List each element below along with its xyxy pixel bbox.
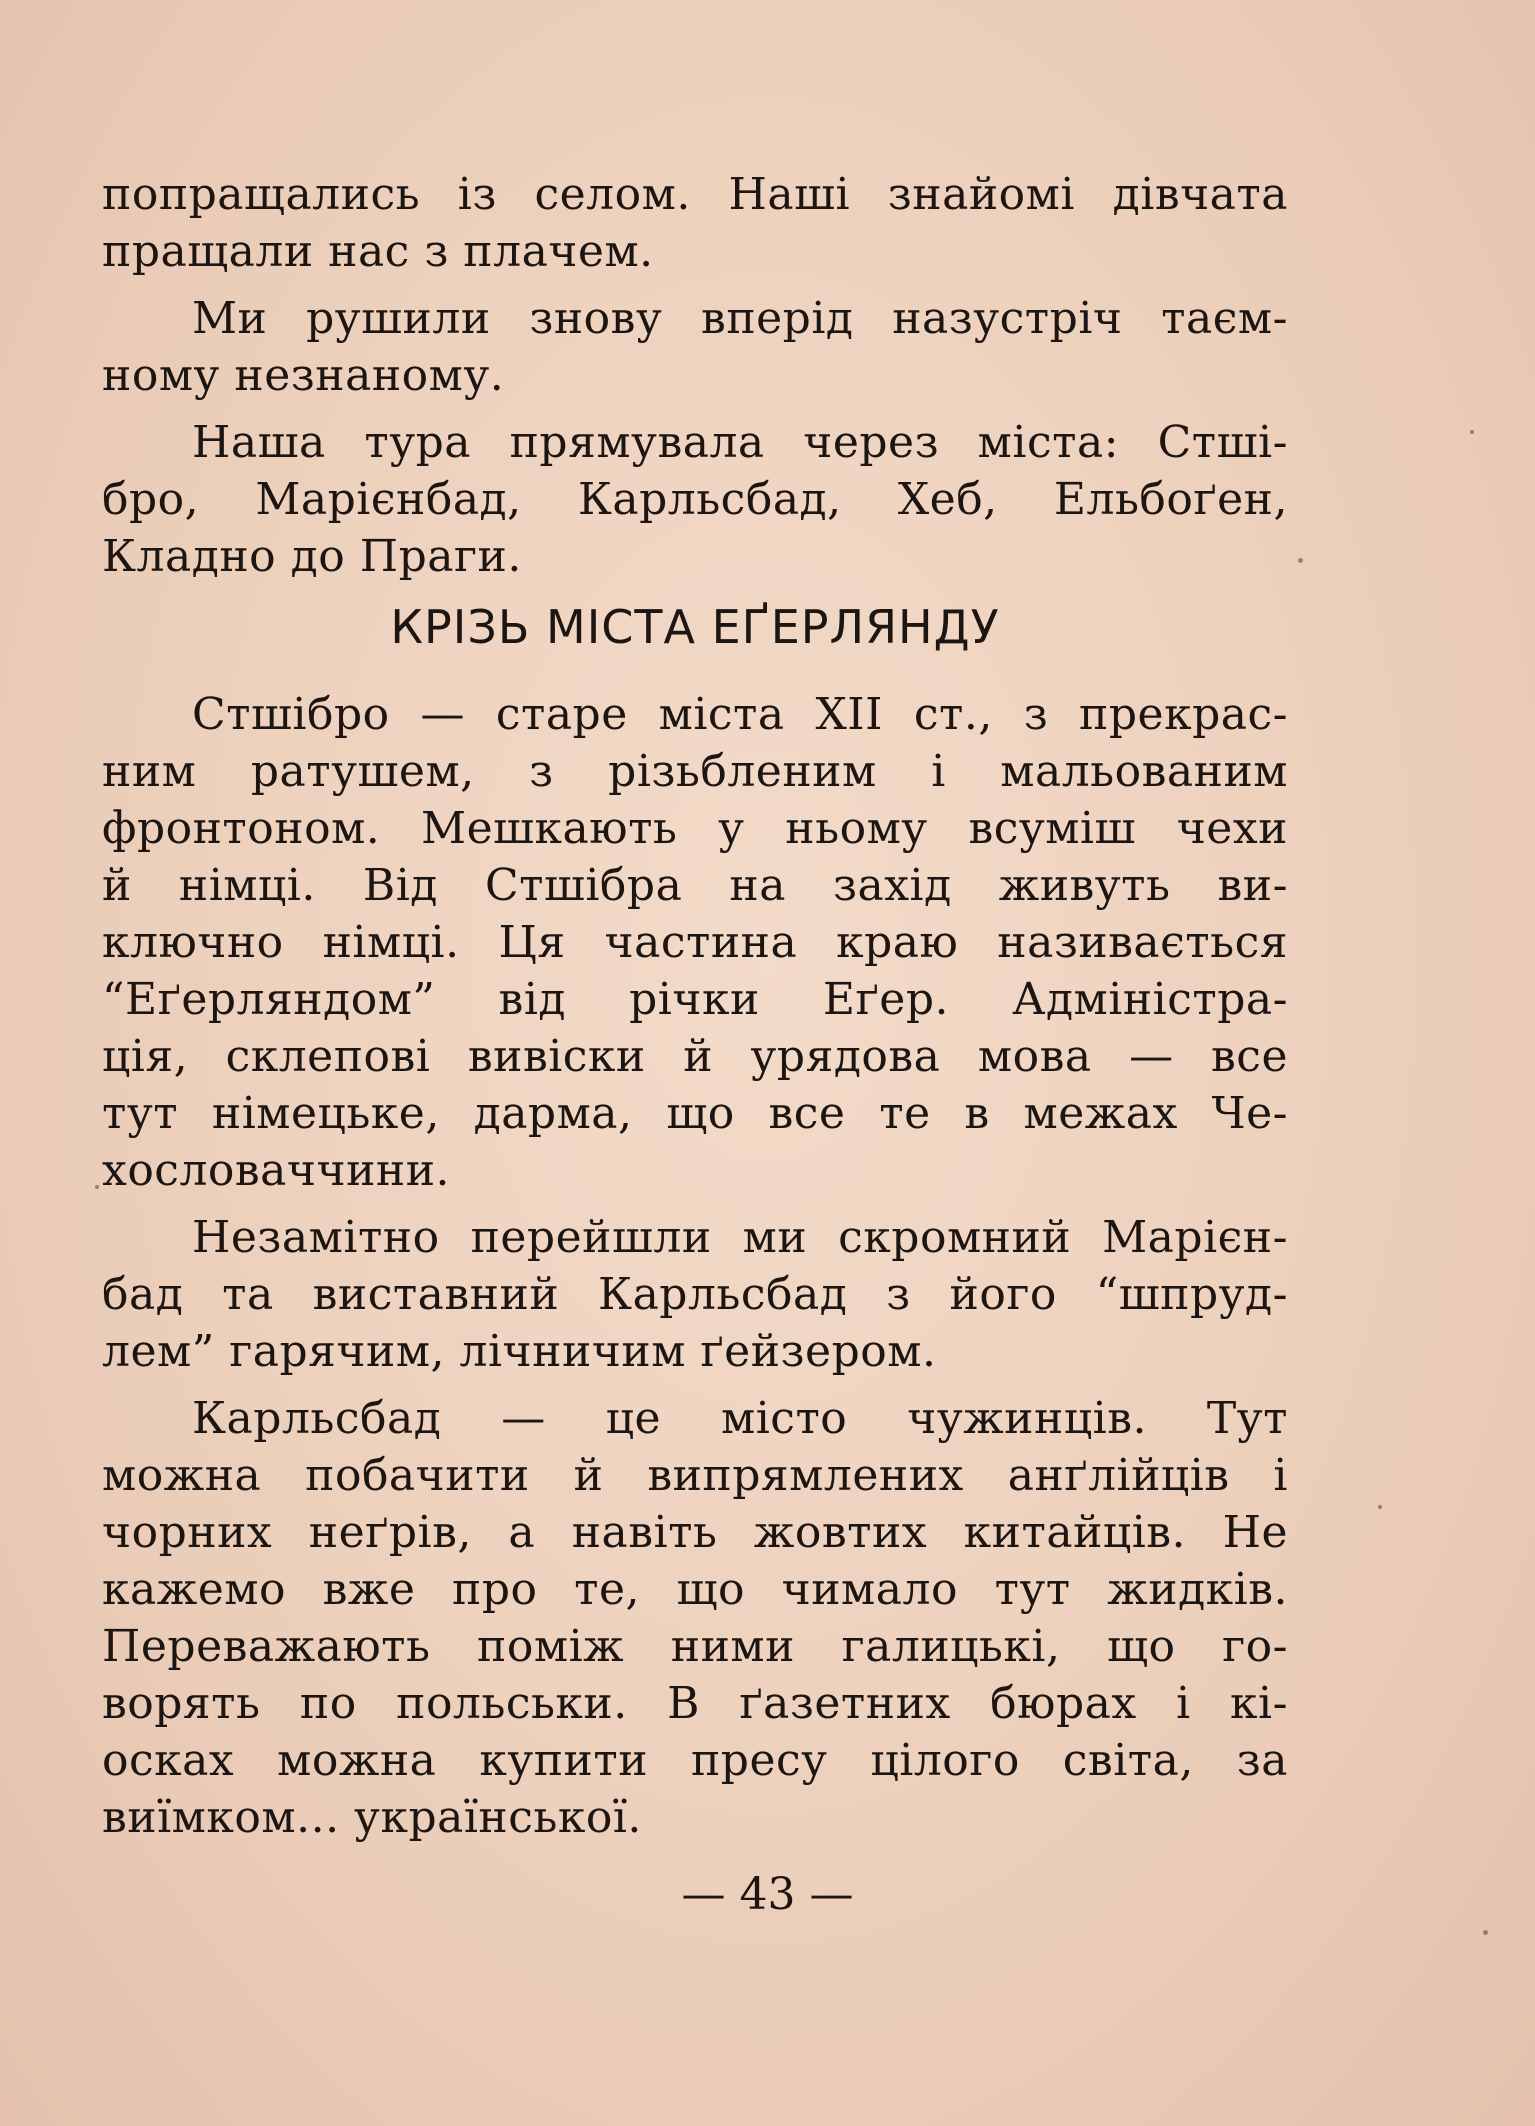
text-line: Переважають поміж ними галицькі, що го- bbox=[102, 1621, 1288, 1672]
text-line: Кладно до Праги. bbox=[102, 531, 522, 582]
text-line: бро, Марієнбад, Карльсбад, Хеб, Ельбоґен, bbox=[102, 474, 1288, 525]
text-line: виїмком... української. bbox=[102, 1792, 642, 1843]
paper-speck bbox=[1470, 430, 1474, 434]
text-line: можна побачити й випрямлених анґлійців і bbox=[102, 1450, 1288, 1501]
text-line: чорних неґрів, а навіть жовтих китайців. Не bbox=[102, 1507, 1288, 1558]
text-line: Незамітно перейшли ми скромний Марієн- bbox=[192, 1212, 1288, 1263]
text-line: Стшібро — старе міста XII ст., з прекрас- bbox=[192, 689, 1288, 740]
paper-speck bbox=[1298, 558, 1303, 563]
text-line: попращались із селом. Наші знайомі дівчата bbox=[102, 169, 1288, 220]
text-line: ним ратушем, з різьбленим і мальованим bbox=[102, 746, 1288, 797]
text-line: Ми рушили знову вперід назустріч таєм- bbox=[192, 293, 1288, 344]
text-line: “Еґерляндом” від річки Еґер. Адміністра- bbox=[102, 974, 1288, 1025]
text-line: Карльсбад — це місто чужинців. Тут bbox=[192, 1393, 1288, 1444]
text-line: й німці. Від Стшібра на захід живуть ви- bbox=[102, 860, 1288, 911]
text-line: пращали нас з плачем. bbox=[102, 226, 654, 277]
text-line: бад та виставний Карльсбад з його “шпруд- bbox=[102, 1269, 1288, 1320]
text-line: осках можна купити пресу цілого світа, за bbox=[102, 1735, 1288, 1786]
text-line: ція, склепові вивіски й урядова мова — все bbox=[102, 1031, 1288, 1082]
section-heading: КРІЗЬ МІСТА ЕҐЕРЛЯНДУ bbox=[390, 600, 1000, 654]
text-line: фронтоном. Мешкають у ньому всуміш чехи bbox=[102, 803, 1288, 854]
text-line: тут німецьке, дарма, що все те в межах Че- bbox=[102, 1088, 1288, 1139]
paper-speck bbox=[1378, 1505, 1382, 1509]
text-line: ному незнаному. bbox=[102, 350, 505, 401]
paper-speck bbox=[1483, 1930, 1488, 1935]
text-line: Наша тура прямувала через міста: Стші- bbox=[192, 417, 1288, 468]
text-line: ворять по польськи. В ґазетних бюрах і кі- bbox=[102, 1678, 1288, 1729]
body-text-bottom bbox=[102, 686, 1288, 1846]
text-line: лем” гарячим, лічничим ґейзером. bbox=[102, 1326, 937, 1377]
paper-speck bbox=[95, 1185, 99, 1189]
page-number: — 43 — bbox=[681, 1869, 854, 1920]
text-line: хословаччини. bbox=[102, 1145, 451, 1196]
text-line: кажемо вже про те, що чимало тут жидків. bbox=[102, 1564, 1288, 1615]
text-line: ключно німці. Ця частина краю називається bbox=[102, 917, 1288, 968]
body-text-top bbox=[102, 166, 1288, 585]
